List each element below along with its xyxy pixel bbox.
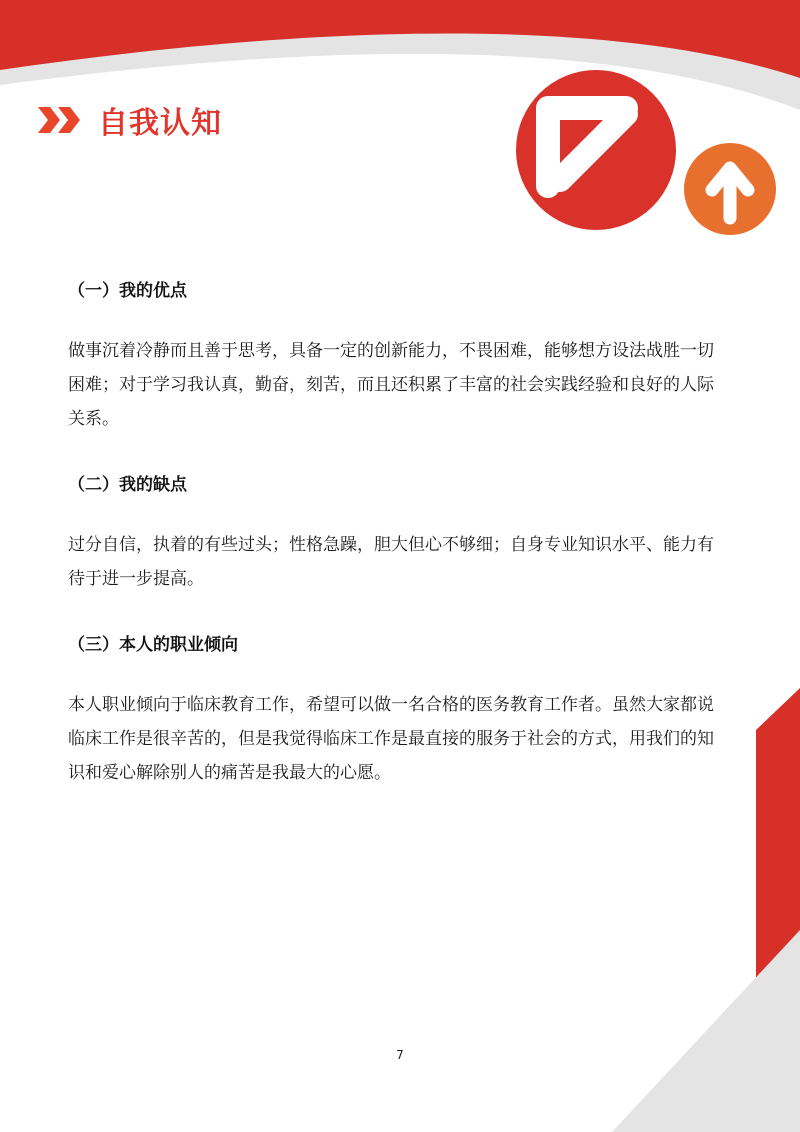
arrow-up-left-icon	[516, 70, 676, 230]
section-body: 做事沉着冷静而且善于思考，具备一定的创新能力，不畏困难，能够想方设法战胜一切困难；对于学习我认真，勤奋，刻苦，而且还积累了丰富的社会实践经验和良好的人际关系。	[68, 341, 714, 429]
section-body: 本人职业倾向于临床教育工作，希望可以做一名合格的医务教育工作者。虽然大家都说临床工作是很辛苦的，但是我觉得临床工作是最直接的服务于社会的方式，用我们的知识和爱心解除别人的痛苦是我最大的心愿。	[68, 695, 714, 783]
section-heading: （二）我的缺点	[68, 475, 187, 495]
arrow-up-icon	[684, 143, 776, 235]
page-number: 7	[396, 1048, 404, 1062]
section-body: 过分自信，执着的有些过头；性格急躁，胆大但心不够细；自身专业知识水平、能力有待于进一步提高。	[68, 535, 714, 589]
main-content	[68, 276, 728, 824]
section-weaknesses	[68, 470, 728, 596]
section-strengths	[68, 276, 728, 436]
title-row	[36, 96, 222, 144]
page-title: 自我认知	[98, 106, 222, 141]
double-chevron-right-icon	[36, 105, 82, 135]
section-career-orientation	[68, 630, 728, 790]
section-heading: （一）我的优点	[68, 281, 187, 301]
section-heading: （三）本人的职业倾向	[68, 635, 238, 655]
